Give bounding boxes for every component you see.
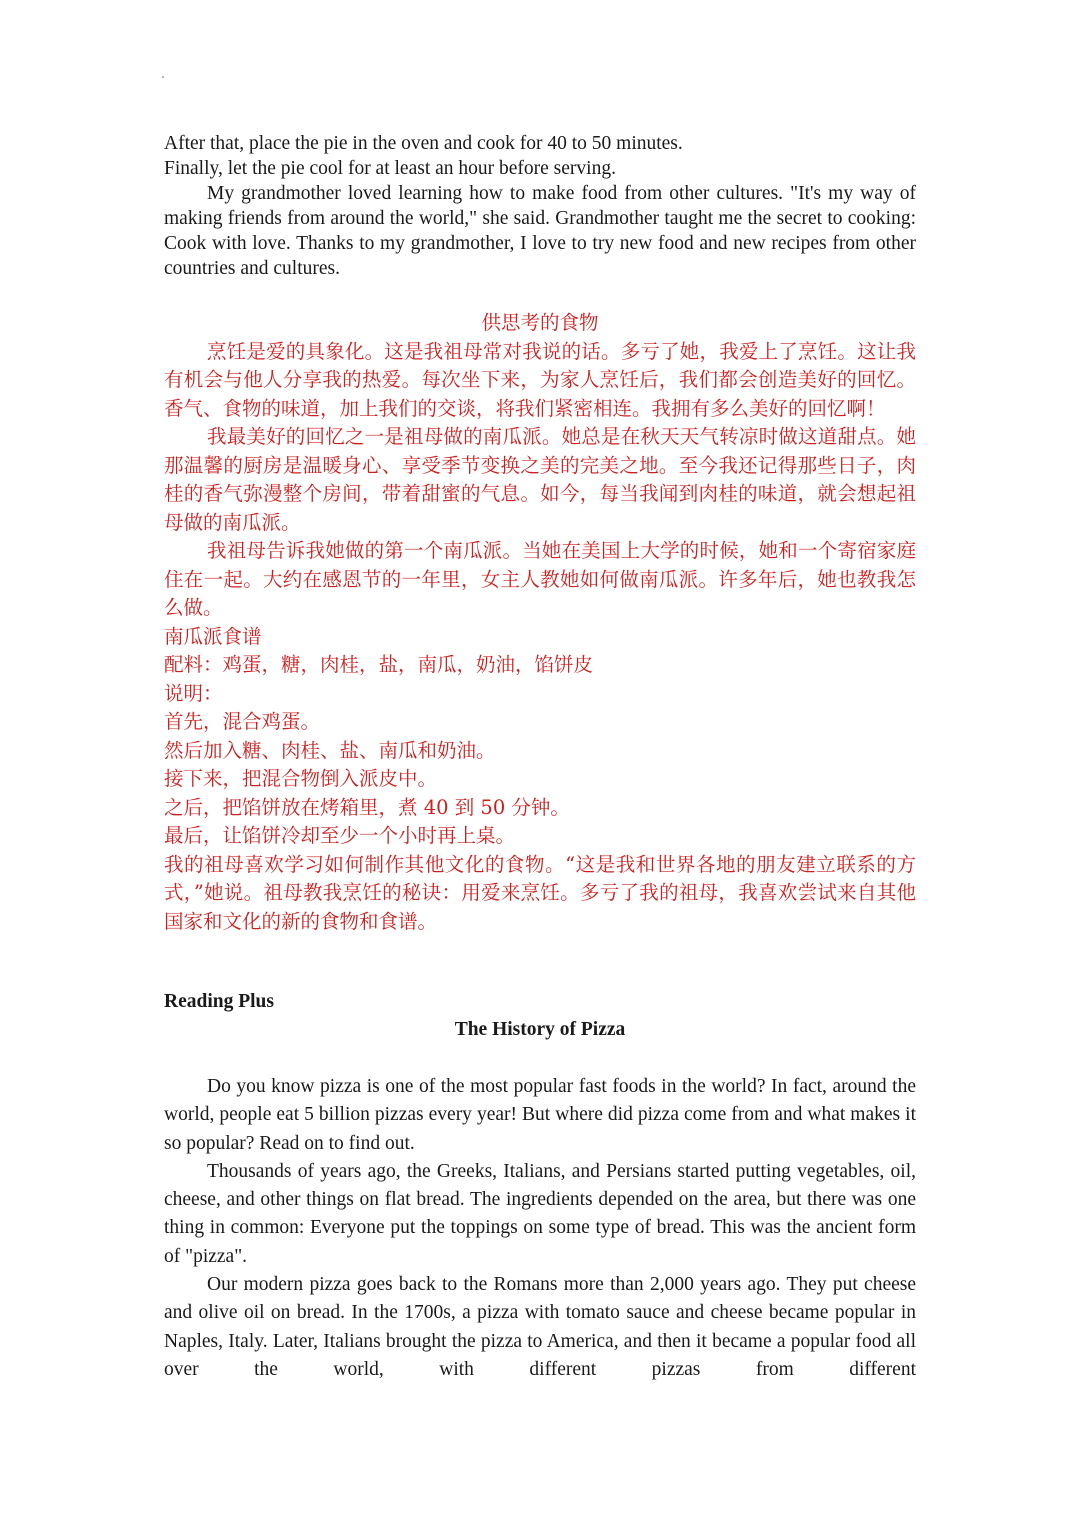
- translation-title: 供思考的食物: [481, 311, 599, 334]
- translation-closing-paragraph: 我的祖母喜欢学习如何制作其他文化的食物。“这是我和世界各地的朋友建立联系的方式，”她说。祖母教我烹饪的秘诀：用爱来烹饪。多亏了我的祖母，我喜欢尝试来自其他国家和文化的新的食物和食谱。: [164, 852, 916, 933]
- story-closing-paragraph: My grandmother loved learning how to make food from other cultures. "It's my way of making friends from around the world," she said. Grandmother taught me the secret to cooking: Cook with love. Thanks to my grandmother, I love to try new food and new recipes from other countries and cultures.: [164, 183, 916, 279]
- reading-plus: [164, 988, 916, 1384]
- scan-speck: [162, 76, 164, 78]
- story-end: [164, 131, 916, 281]
- story-step-line: After that, place the pie in the oven and cook for 40 to 50 minutes.: [164, 133, 683, 154]
- recipe-directions-label: 说明：: [164, 681, 223, 705]
- story-step-line: Finally, let the pie cool for at least an hour before serving.: [164, 158, 616, 179]
- article-paragraph: Do you know pizza is one of the most popular fast foods in the world? In fact, around the world, people eat 5 billion pizzas every year! But where did pizza come from and what makes it so popular? Read on to find out.: [164, 1076, 916, 1154]
- recipe-step: 首先，混合鸡蛋。: [164, 710, 321, 733]
- article-paragraph: Our modern pizza goes back to the Romans more than 2,000 years ago. They put cheese and olive oil on bread. In the 1700s, a pizza with tomato sauce and cheese became popular in Naples, Italy. Later, Italians brought the pizza to America, and then it became a popular food all over the world, with different pizzas from different: [164, 1274, 916, 1380]
- chinese-translation: [164, 309, 916, 936]
- translation-paragraph: 我祖母告诉我她做的第一个南瓜派。当她在美国上大学的时候，她和一个寄宿家庭住在一起。大约在感恩节的一年里，女主人教她如何做南瓜派。许多年后，她也教我怎么做。: [164, 539, 916, 619]
- recipe-ingredients: 配料：鸡蛋，糖，肉桂，盐，南瓜，奶油，馅饼皮: [164, 653, 594, 676]
- recipe-step: 然后加入糖、肉桂、盐、南瓜和奶油。: [164, 738, 496, 762]
- recipe-step: 接下来，把混合物倒入派皮中。: [164, 767, 438, 790]
- article-paragraph: Thousands of years ago, the Greeks, Italians, and Persians started putting vegetables, oil, cheese, and other things on flat bread. The ingredients depended on the area, but there was one thing in common: Everyone put the toppings on some type of bread. This was the ancient form of "pizza".: [164, 1160, 916, 1267]
- recipe-step: 最后，让馅饼冷却至少一个小时再上桌。: [164, 824, 516, 847]
- page-content: [164, 131, 916, 1384]
- recipe-title: 南瓜派食谱: [164, 624, 262, 648]
- translation-paragraph: 烹饪是爱的具象化。这是我祖母常对我说的话。多亏了她，我爱上了烹饪。这让我有机会与他人分享我的热爱。每次坐下来，为家人烹饪后，我们都会创造美好的回忆。香气、食物的味道，加上我们的交谈，将我们紧密相连。我拥有多么美好的回忆啊！: [164, 339, 916, 420]
- article-title: The History of Pizza: [454, 1019, 626, 1040]
- translation-paragraph: 我最美好的回忆之一是祖母做的南瓜派。她总是在秋天天气转凉时做这道甜点。她那温馨的厨房是温暖身心、享受季节变换之美的完美之地。至今我还记得那些日子，肉桂的香气弥漫整个房间，带着甜蜜的气息。如今，每当我闻到肉桂的味道，就会想起祖母做的南瓜派。: [164, 425, 916, 534]
- recipe-step: 之后，把馅饼放在烤箱里，煮 40 到 50 分钟。: [164, 795, 570, 819]
- section-heading: Reading Plus: [164, 991, 274, 1012]
